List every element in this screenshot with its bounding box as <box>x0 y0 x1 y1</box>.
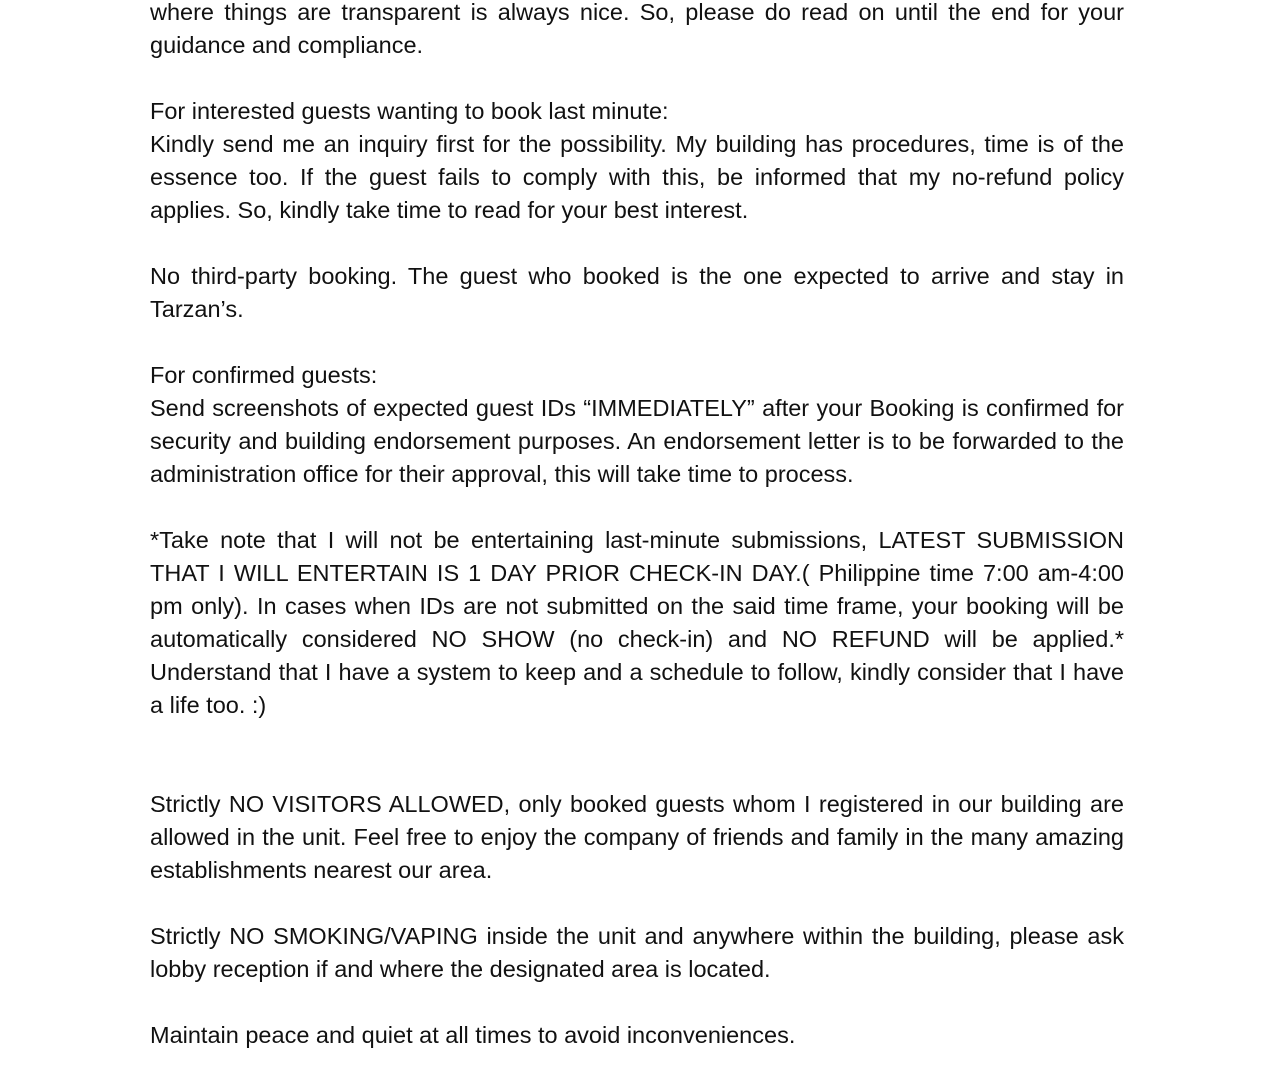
document-body <box>150 0 1124 1052</box>
no-visitors-paragraph: Strictly NO VISITORS ALLOWED, only booked guests whom I registered in our building are allowed in the unit. Feel free to enjoy the company of friends and family in the many amazing establishments nearest our area. <box>150 791 1124 883</box>
take-note-paragraph: *Take note that I will not be entertaining last-minute submissions, LATEST SUBMISSION THAT I WILL ENTERTAIN IS 1 DAY PRIOR CHECK-IN DAY.( Philippine time 7:00 am-4:00 pm only). In cases when IDs are not submitted on the said time frame, your booking will be automatically considered NO SHOW (no check-in) and NO REFUND will be applied.* Understand that I have a system to keep and a schedule to follow, kindly consider that I have a life too. :) <box>150 527 1124 718</box>
intro-paragraph: where things are transparent is always nice. So, please do read on until the end for your guidance and compliance. <box>150 0 1124 58</box>
peace-quiet-paragraph: Maintain peace and quiet at all times to avoid inconveniences. <box>150 1022 796 1048</box>
confirmed-heading: For confirmed guests: <box>150 362 378 388</box>
last-minute-paragraph: Kindly send me an inquiry first for the possibility. My building has procedures, time is of the essence too. If the guest fails to comply with this, be informed that my no-refund policy applies. So, kindly take time to read for your best interest. <box>150 131 1124 223</box>
third-party-paragraph: No third-party booking. The guest who booked is the one expected to arrive and stay in Tarzan’s. <box>150 263 1124 322</box>
confirmed-paragraph: Send screenshots of expected guest IDs “IMMEDIATELY” after your Booking is confirmed for security and building endorsement purposes. An endorsement letter is to be forwarded to the administration office for their approval, this will take time to process. <box>150 395 1124 487</box>
no-smoking-paragraph: Strictly NO SMOKING/VAPING inside the unit and anywhere within the building, please ask lobby reception if and where the designated area is located. <box>150 923 1124 982</box>
last-minute-heading: For interested guests wanting to book last minute: <box>150 98 669 124</box>
